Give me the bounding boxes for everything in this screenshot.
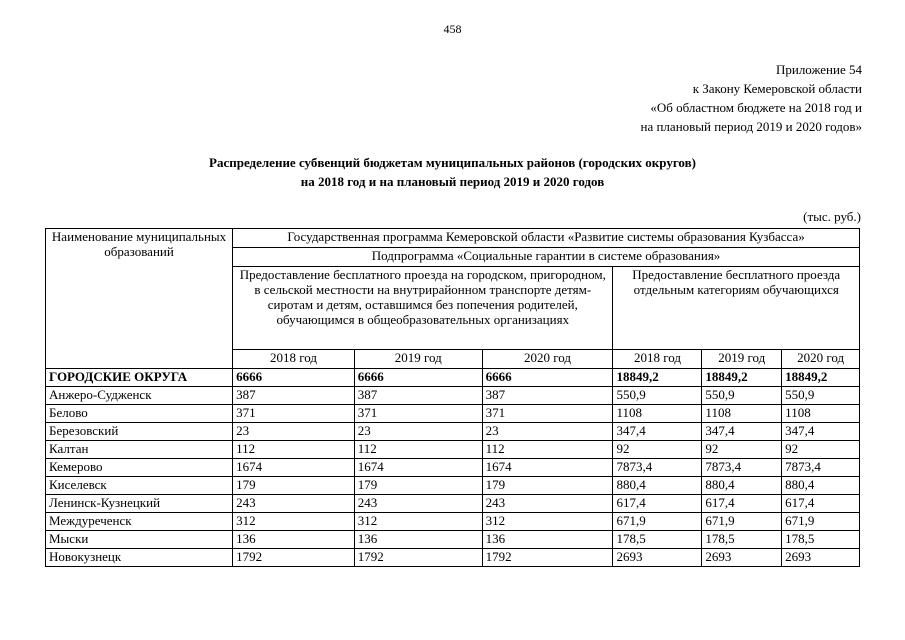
value-cell: 18849,2 bbox=[613, 369, 702, 387]
document-title bbox=[0, 153, 905, 191]
year-header: 2018 год bbox=[233, 350, 355, 369]
value-cell: 243 bbox=[233, 495, 355, 513]
group2-header: Предоставление бесплатного проезда отдельным категориям обучающихся bbox=[613, 267, 860, 350]
year-header: 2019 год bbox=[702, 350, 782, 369]
appendix-header bbox=[641, 60, 863, 136]
value-cell: 312 bbox=[354, 513, 482, 531]
municipality-name: Кемерово bbox=[46, 459, 233, 477]
value-cell: 1674 bbox=[482, 459, 613, 477]
value-cell: 371 bbox=[354, 405, 482, 423]
value-cell: 671,9 bbox=[702, 513, 782, 531]
value-cell: 550,9 bbox=[782, 387, 860, 405]
value-cell: 671,9 bbox=[782, 513, 860, 531]
value-cell: 92 bbox=[782, 441, 860, 459]
value-cell: 1674 bbox=[354, 459, 482, 477]
value-cell: 1792 bbox=[482, 549, 613, 567]
table-row bbox=[46, 549, 860, 567]
value-cell: 179 bbox=[233, 477, 355, 495]
value-cell: 179 bbox=[354, 477, 482, 495]
value-cell: 387 bbox=[233, 387, 355, 405]
appendix-line: на плановый период 2019 и 2020 годов» bbox=[640, 119, 862, 134]
value-cell: 2693 bbox=[782, 549, 860, 567]
value-cell: 347,4 bbox=[613, 423, 702, 441]
value-cell: 243 bbox=[482, 495, 613, 513]
appendix-line: Приложение 54 bbox=[775, 62, 862, 77]
value-cell: 880,4 bbox=[613, 477, 702, 495]
municipality-name: Белово bbox=[46, 405, 233, 423]
table-row bbox=[46, 387, 860, 405]
title-line: Распределение субвенций бюджетам муниципальных районов (городских округов) bbox=[209, 155, 696, 170]
value-cell: 617,4 bbox=[702, 495, 782, 513]
value-cell: 7873,4 bbox=[702, 459, 782, 477]
value-cell: 1108 bbox=[613, 405, 702, 423]
value-cell: 1792 bbox=[354, 549, 482, 567]
value-cell: 387 bbox=[354, 387, 482, 405]
value-cell: 2693 bbox=[613, 549, 702, 567]
value-cell: 136 bbox=[482, 531, 613, 549]
value-cell: 178,5 bbox=[782, 531, 860, 549]
name-column-header: Наименование муниципальных образований bbox=[46, 229, 233, 369]
value-cell: 1792 bbox=[233, 549, 355, 567]
value-cell: 7873,4 bbox=[613, 459, 702, 477]
municipality-name: Березовский bbox=[46, 423, 233, 441]
table-row bbox=[46, 423, 860, 441]
value-cell: 617,4 bbox=[613, 495, 702, 513]
value-cell: 136 bbox=[354, 531, 482, 549]
appendix-line: «Об областном бюджете на 2018 год и bbox=[650, 100, 862, 115]
title-line: на 2018 год и на плановый период 2019 и 2020 годов bbox=[300, 174, 605, 189]
value-cell: 347,4 bbox=[702, 423, 782, 441]
value-cell: 136 bbox=[233, 531, 355, 549]
table-row bbox=[46, 459, 860, 477]
value-cell: 880,4 bbox=[782, 477, 860, 495]
table-row bbox=[46, 477, 860, 495]
value-cell: 23 bbox=[482, 423, 613, 441]
value-cell: 6666 bbox=[354, 369, 482, 387]
municipality-name: Ленинск-Кузнецкий bbox=[46, 495, 233, 513]
units-label: (тыс. руб.) bbox=[803, 209, 861, 224]
appendix-line: к Закону Кемеровской области bbox=[692, 81, 862, 96]
value-cell: 671,9 bbox=[613, 513, 702, 531]
value-cell: 1108 bbox=[782, 405, 860, 423]
table-row bbox=[46, 531, 860, 549]
value-cell: 371 bbox=[233, 405, 355, 423]
value-cell: 18849,2 bbox=[782, 369, 860, 387]
subvention-table bbox=[45, 228, 860, 567]
value-cell: 6666 bbox=[233, 369, 355, 387]
page-number: 458 bbox=[443, 22, 462, 36]
municipality-name: Новокузнецк bbox=[46, 549, 233, 567]
value-cell: 112 bbox=[482, 441, 613, 459]
value-cell: 92 bbox=[613, 441, 702, 459]
group1-header: Предоставление бесплатного проезда на городском, пригородном, в сельской местности на внутрирайонном транспорте детям-сиротам и детям, оставшимся без попечения родителей, обучающимся в общеобразовательных организациях bbox=[233, 267, 613, 350]
table-row bbox=[46, 441, 860, 459]
value-cell: 550,9 bbox=[613, 387, 702, 405]
value-cell: 23 bbox=[354, 423, 482, 441]
value-cell: 92 bbox=[702, 441, 782, 459]
value-cell: 18849,2 bbox=[702, 369, 782, 387]
value-cell: 371 bbox=[482, 405, 613, 423]
table-row bbox=[46, 405, 860, 423]
program-header: Государственная программа Кемеровской области «Развитие системы образования Кузбасса» bbox=[233, 229, 860, 248]
value-cell: 6666 bbox=[482, 369, 613, 387]
municipality-name: Калтан bbox=[46, 441, 233, 459]
value-cell: 23 bbox=[233, 423, 355, 441]
municipality-name: Междуреченск bbox=[46, 513, 233, 531]
subprogram-header: Подпрограмма «Социальные гарантии в системе образования» bbox=[233, 248, 860, 267]
value-cell: 880,4 bbox=[702, 477, 782, 495]
value-cell: 112 bbox=[233, 441, 355, 459]
value-cell: 243 bbox=[354, 495, 482, 513]
value-cell: 179 bbox=[482, 477, 613, 495]
table-row bbox=[46, 495, 860, 513]
value-cell: 7873,4 bbox=[782, 459, 860, 477]
municipality-name: Мыски bbox=[46, 531, 233, 549]
value-cell: 550,9 bbox=[702, 387, 782, 405]
municipality-name: ГОРОДСКИЕ ОКРУГА bbox=[46, 369, 233, 387]
value-cell: 312 bbox=[482, 513, 613, 531]
year-header: 2020 год bbox=[782, 350, 860, 369]
municipality-name: Анжеро-Судженск bbox=[46, 387, 233, 405]
value-cell: 178,5 bbox=[613, 531, 702, 549]
value-cell: 1674 bbox=[233, 459, 355, 477]
value-cell: 112 bbox=[354, 441, 482, 459]
value-cell: 347,4 bbox=[782, 423, 860, 441]
municipality-name: Киселевск bbox=[46, 477, 233, 495]
table-row bbox=[46, 369, 860, 387]
value-cell: 617,4 bbox=[782, 495, 860, 513]
value-cell: 2693 bbox=[702, 549, 782, 567]
year-header: 2018 год bbox=[613, 350, 702, 369]
value-cell: 387 bbox=[482, 387, 613, 405]
table-row bbox=[46, 513, 860, 531]
value-cell: 312 bbox=[233, 513, 355, 531]
value-cell: 178,5 bbox=[702, 531, 782, 549]
year-header: 2019 год bbox=[354, 350, 482, 369]
year-header: 2020 год bbox=[482, 350, 613, 369]
value-cell: 1108 bbox=[702, 405, 782, 423]
